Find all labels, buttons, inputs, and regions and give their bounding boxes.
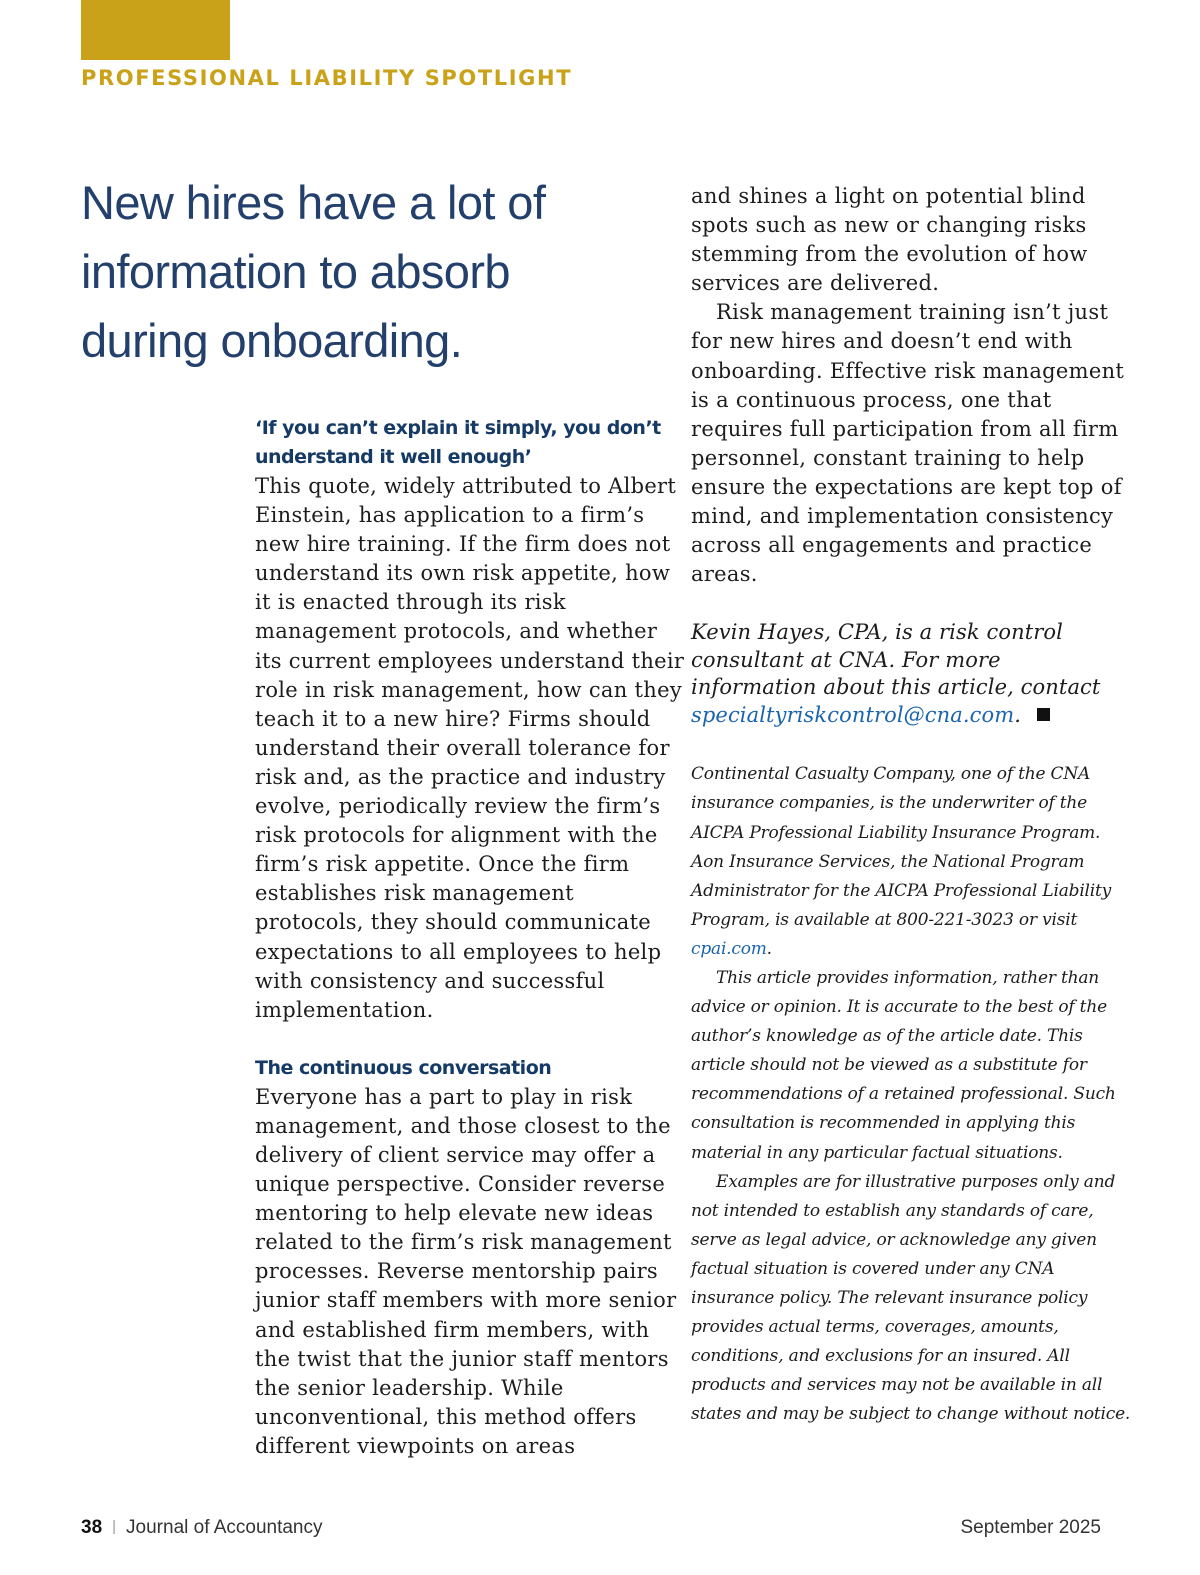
body-paragraph: Risk management training isn’t just for new hires and doesn’t end with onboarding. Effective risk management is a continuous process, one that requires full participation from all firm personnel, constant training to help ensure the expectations are kept top of mind, and implementation consistency across all engagements and practice areas. xyxy=(691,300,1125,587)
author-bio-text: Kevin Hayes, CPA, is a risk control consultant at CNA. For more information about this article, contact xyxy=(691,620,1101,700)
subhead-continuous-conversation: The continuous conversation xyxy=(255,1056,552,1079)
body-paragraph-continued: and shines a light on potential blind spots such as new or changing risks stemming from the evolution of how services are delivered. xyxy=(691,184,1088,296)
issue-date: September 2025 xyxy=(960,1517,1101,1538)
body-paragraph: This quote, widely attributed to Albert Einstein, has application to a firm’s new hire training. If the firm does not understand its own risk appetite, how it is enacted through its risk management protocols, and whether its current employees understand their role in risk management, how can they teach it to a new hire? Firms should understand their overall tolerance for risk and, as the practice and industry evolve, periodically review the firm’s risk protocols for alignment with the firm’s risk appetite. Once the firm establishes risk management protocols, they should communicate expectations to all employees to help with consistency and successful implementation. xyxy=(255,474,685,1022)
article-column-right xyxy=(691,182,1131,1429)
pull-quote: New hires have a lot of information to absorb during onboarding. xyxy=(81,176,546,367)
section-label: PROFESSIONAL LIABILITY SPOTLIGHT xyxy=(81,66,573,90)
disclaimer-underwriter-end: . xyxy=(766,938,772,959)
footer-separator: | xyxy=(112,1518,117,1535)
page-footer xyxy=(81,1517,1101,1543)
footer-left xyxy=(81,1517,323,1539)
subhead-einstein-quote: ‘If you can’t explain it simply, you don’t understand it well enough’ xyxy=(255,417,661,468)
disclaimer-information: This article provides information, rather than advice or opinion. It is accurate to the best of the author’s knowledge as of the article date. This article should not be viewed as a substitute for recommendations of a retained professional. Such consultation is recommended in applying this material in any particular factual situations. xyxy=(691,967,1116,1163)
disclaimer-examples: Examples are for illustrative purposes only and not intended to establish any standards of care, serve as legal advice, or acknowledge any given factual situation is covered under any CNA insurance policy. The relevant insurance policy provides actual terms, coverages, amounts, conditions, and exclusions for an insured. All products and services may not be available in all states and may be subject to change without notice. xyxy=(691,1171,1131,1425)
page-number: 38 xyxy=(81,1517,103,1538)
publication-name: Journal of Accountancy xyxy=(126,1517,323,1538)
section-color-bar xyxy=(81,0,230,60)
end-of-article-mark-icon xyxy=(1037,708,1050,721)
article-column-left xyxy=(255,414,685,1461)
cpai-link[interactable]: cpai.com xyxy=(691,938,767,959)
disclaimer-underwriter xyxy=(691,760,1131,964)
body-paragraph: Everyone has a part to play in risk management, and those closest to the delivery of client service may offer a unique perspective. Consider reverse mentoring to help elevate new ideas related to the firm’s risk management processes. Reverse mentorship pairs junior staff members with more senior and established firm members, with the twist that the junior staff mentors the senior leadership. While unconventional, this method offers different viewpoints on areas xyxy=(255,1084,677,1458)
author-email-link[interactable]: specialtyriskcontrol@cna.com xyxy=(691,702,1015,727)
disclaimer-underwriter-text: Continental Casualty Company, one of the CNA insurance companies, is the underwriter of the AICPA Professional Liability Insurance Program. Aon Insurance Services, the National Program Administrator for the AICPA Professional Liability Program, is available at 800-221-3023 or visit xyxy=(691,764,1112,930)
author-bio-end: . xyxy=(1014,702,1022,727)
author-bio xyxy=(691,619,1131,729)
